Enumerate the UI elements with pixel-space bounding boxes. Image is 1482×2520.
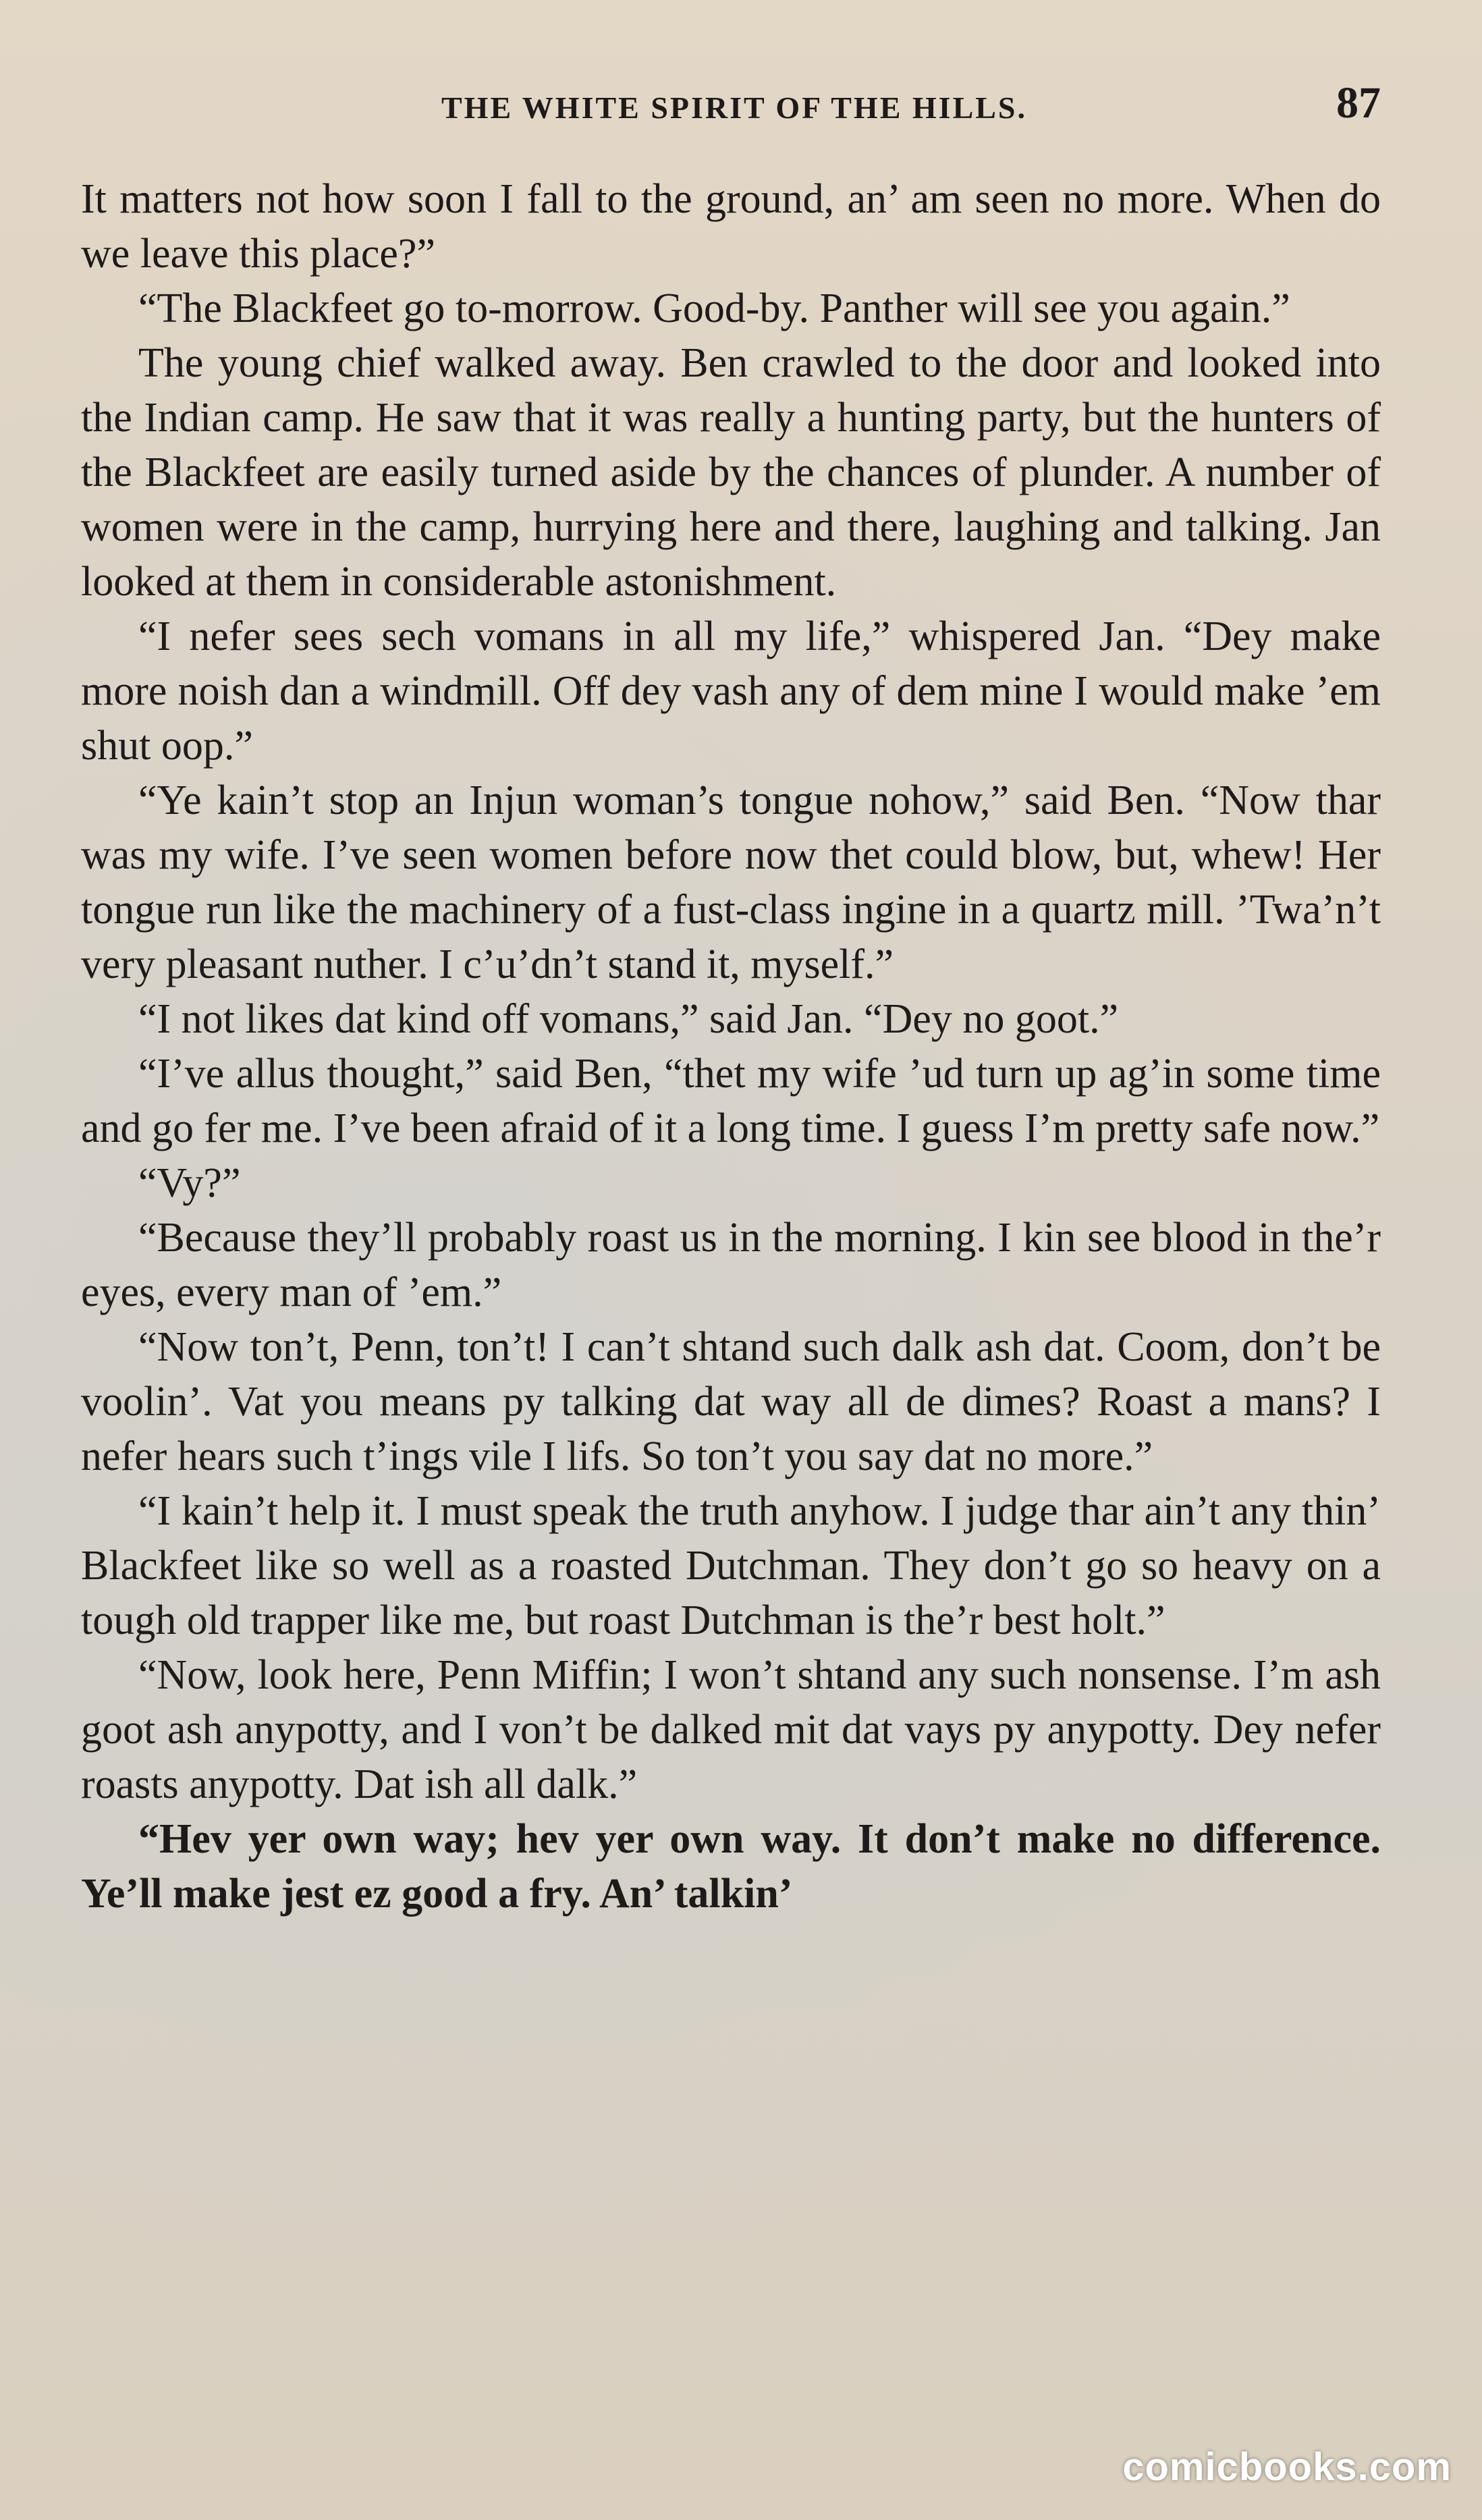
paragraph: “Because they’ll probably roast us in the morning. I kin see blood in the’r eyes, every man of ’em.” (81, 1215, 1381, 1315)
paragraph: “I not likes dat kind off vomans,” said Jan. “Dey no goot.” (138, 996, 1119, 1042)
running-head (88, 78, 1381, 138)
watermark: comicbooks.com (1122, 2445, 1452, 2489)
paragraph: “The Blackfeet go to-morrow. Good-by. Panther will see you again.” (138, 285, 1290, 331)
paragraph: “Now, look here, Penn Miffin; I won’t shtand any such nonsense. I’m ash goot ash anypotty, and I von’t be dalked mit dat vays py anypotty. Dey nefer roasts anypotty. Dat ish all dalk.” (81, 1652, 1381, 1807)
paragraph: “Vy?” (138, 1160, 241, 1206)
chapter-running-title: THE WHITE SPIRIT OF THE HILLS. (441, 90, 1028, 125)
paragraph: The young chief walked away. Ben crawled to the door and looked into the Indian camp. He saw that it was really a hunting party, but the hunters of the Blackfeet are easily turned aside by the chances of plunder. A number of women were in the camp, hurrying here and there, laughing and talking. Jan looked at them in considerable astonishment. (81, 340, 1381, 605)
body-text (81, 172, 1381, 1921)
paragraph: “I’ve allus thought,” said Ben, “thet my wife ’ud turn up ag’in some time and go fer me. I’ve been afraid of it a long time. I guess I’m pretty safe now.” (81, 1051, 1381, 1151)
paragraph: “Ye kain’t stop an Injun woman’s tongue nohow,” said Ben. “Now thar was my wife. I’ve seen women before now thet could blow, but, whew! Her tongue run like the machinery of a fust-class ingine in a quartz mill. ’Twa’n’t very pleasant nuther. I c’u’dn’t stand it, myself.” (81, 777, 1381, 987)
paragraph: “Hev yer own way; hev yer own way. It don’t make no difference. Ye’ll make jest ez good a fry. An’ talkin’ (81, 1816, 1381, 1917)
page-number: 87 (1336, 78, 1381, 128)
paragraph: “I kain’t help it. I must speak the truth anyhow. I judge thar ain’t any thin’ Blackfeet like so well as a roasted Dutchman. They don’t go so heavy on a tough old trapper like me, but roast Dutchman is the’r best holt.” (81, 1488, 1381, 1643)
paragraph: “I nefer sees sech vomans in all my life,” whispered Jan. “Dey make more noish dan a windmill. Off dey vash any of dem mine I would make ’em shut oop.” (81, 613, 1381, 769)
paragraph: It matters not how soon I fall to the ground, an’ am seen no more. When do we leave this place?” (81, 176, 1381, 277)
paragraph: “Now ton’t, Penn, ton’t! I can’t shtand such dalk ash dat. Coom, don’t be voolin’. Vat you means py talking dat way all de dimes? Roast a mans? I nefer hears such t’ings vile I lifs. So ton’t you say dat no more.” (81, 1324, 1381, 1479)
